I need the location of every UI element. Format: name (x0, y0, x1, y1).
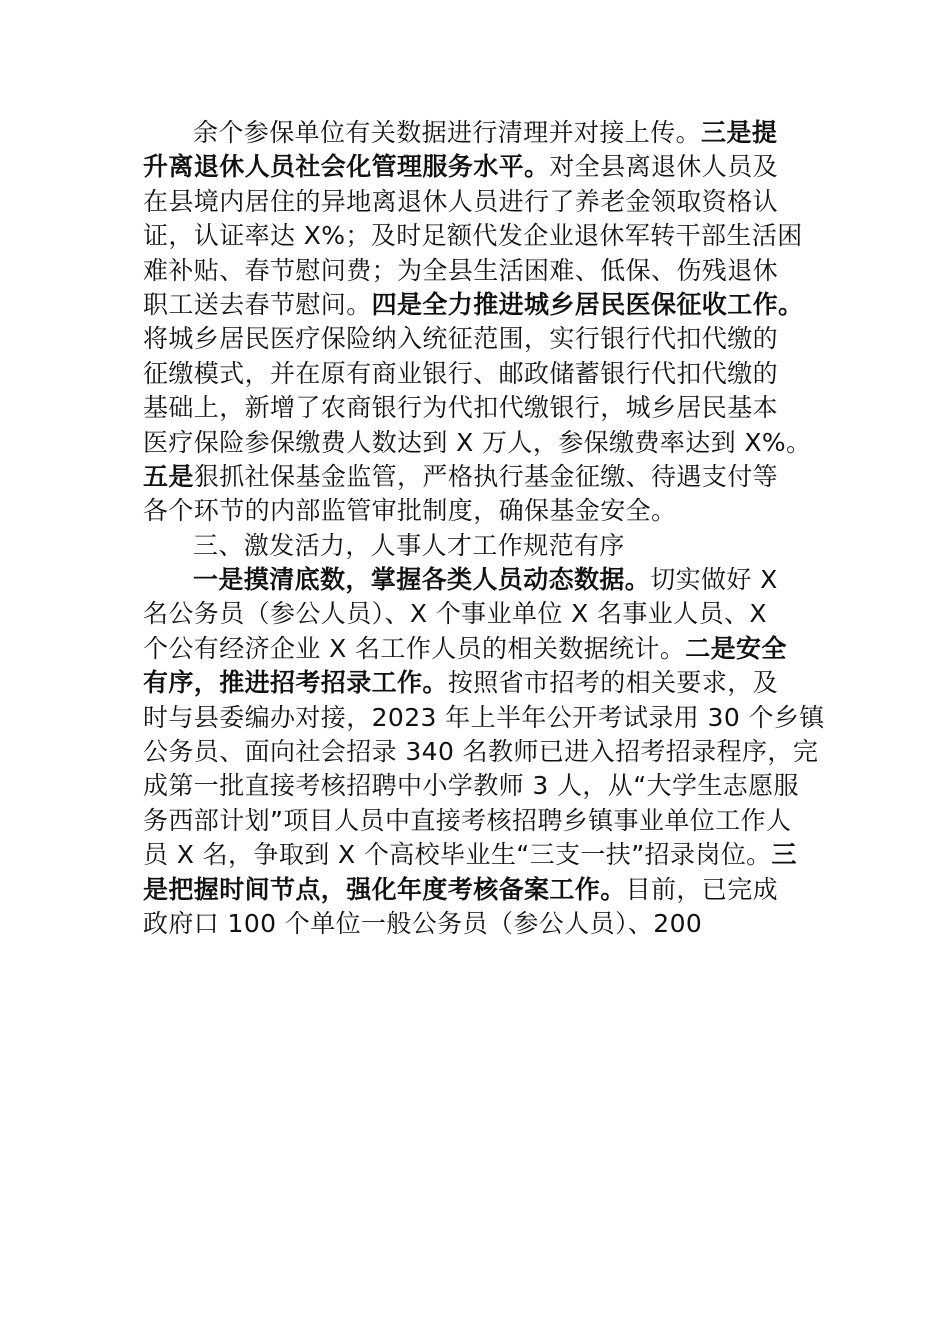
text-line: 务西部计划”项目人员中直接考核招聘乡镇事业单位工作人 (143, 805, 792, 835)
text-line: 各个环节的内部监管审批制度，确保基金安全。 (143, 496, 677, 526)
text-line: 五是狠抓社保基金监管，严格执行基金征缴、待遇支付等 (143, 461, 779, 491)
text-line: 在县境内居住的异地离退休人员进行了养老金领取资格认 (143, 186, 779, 216)
text-line: 基础上，新增了农商银行为代扣代缴银行，城乡居民基本 (143, 393, 779, 423)
text-line: 升离退休人员社会化管理服务水平。对全县离退休人员及 (143, 152, 779, 182)
text-line: 有序，推进招考招录工作。按照省市招考的相关要求，及 (143, 668, 779, 698)
text-line: 时与县委编办对接，2023 年上半年公开考试录用 30 个乡镇 (143, 702, 825, 732)
text-line: 员 X 名，争取到 X 个高校毕业生“三支一扶”招录岗位。三 (143, 840, 797, 870)
text-line: 职工送去春节慰问。四是全力推进城乡居民医保征收工作。 (143, 289, 804, 319)
text-line: 将城乡居民医疗保险纳入统征范围，实行银行代扣代缴的 (143, 324, 779, 354)
text-line: 是把握时间节点，强化年度考核备案工作。目前，已完成 (143, 874, 779, 904)
text-line: 医疗保险参保缴费人数达到 X 万人，参保缴费率达到 X%。 (143, 427, 812, 457)
text-line: 公务员、面向社会招录 340 名教师已进入招考招录程序，完 (143, 737, 819, 767)
text-line: 个公有经济企业 X 名工作人员的相关数据统计。二是安全 (143, 633, 787, 663)
text-line: 名公务员（参公人员）、X 个事业单位 X 名事业人员、X (143, 599, 767, 629)
text-line: 成第一批直接考核招聘中小学教师 3 人，从“大学生志愿服 (143, 771, 799, 801)
text-line: 难补贴、春节慰问费；为全县生活困难、低保、伤残退休 (143, 255, 779, 285)
text-line: 征缴模式，并在原有商业银行、邮政储蓄银行代扣代缴的 (143, 358, 779, 388)
body-text (143, 116, 825, 941)
text-line: 余个参保单位有关数据进行清理并对接上传。三是提 (193, 118, 778, 147)
text-line: 证，认证率达 X%；及时足额代发企业退休军转干部生活困 (143, 221, 803, 251)
text-line: 政府口 100 个单位一般公务员（参公人员）、200 (143, 908, 703, 938)
section-heading: 三、激发活力，人事人才工作规范有序 (193, 530, 625, 560)
text-line: 一是摸清底数，掌握各类人员动态数据。切实做好 X (193, 565, 778, 595)
